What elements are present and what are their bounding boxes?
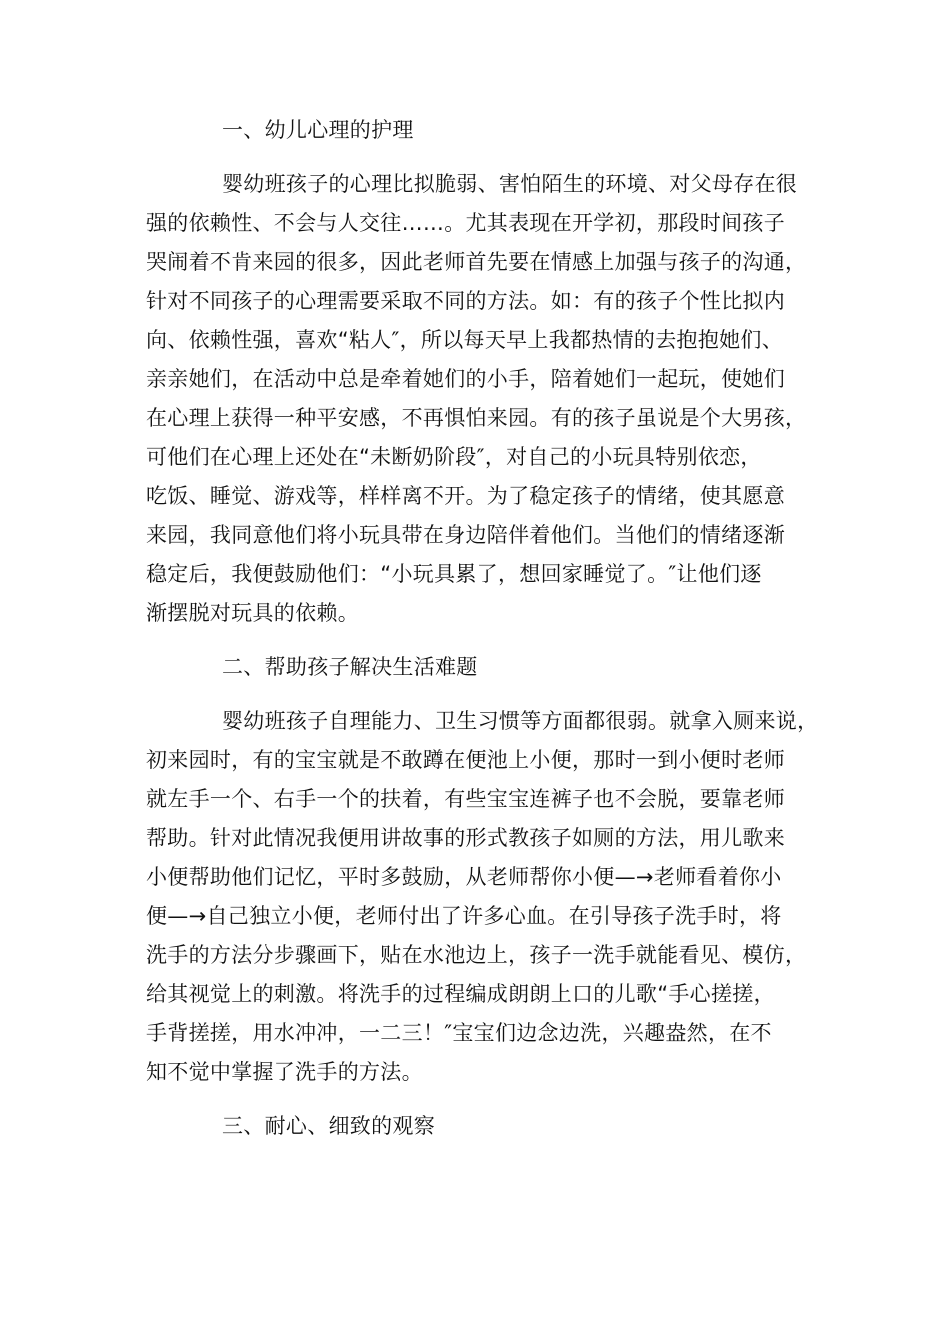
paragraph-line: 帮助。针对此情况我便用讲故事的形式教孩子如厕的方法，用儿歌来: [146, 826, 785, 850]
paragraph-line: 小便帮助他们记忆，平时多鼓励，从老师帮你小便—→老师看着你小: [146, 865, 782, 889]
paragraph-line: 婴幼班孩子的心理比拟脆弱、害怕陌生的环境、对父母存在很: [222, 172, 798, 196]
paragraph-line: 婴幼班孩子自理能力、卫生习惯等方面都很弱。就拿入厕来说，: [222, 709, 819, 733]
section-heading: 一、幼儿心理的护理: [222, 118, 414, 142]
paragraph-line: 渐摆脱对玩具的依赖。: [146, 601, 359, 625]
paragraph-line: 初来园时，有的宝宝就是不敢蹲在便池上小便，那时一到小便时老师: [146, 748, 785, 772]
section-heading: 二、帮助孩子解决生活难题: [222, 655, 478, 679]
paragraph-line: 就左手一个、右手一个的扶着，有些宝宝连裤子也不会脱，要靠老师: [146, 787, 785, 811]
paragraph-line: 针对不同孩子的心理需要采取不同的方法。如：有的孩子个性比拟内: [146, 289, 785, 313]
paragraph-line: 便—→自己独立小便，老师付出了许多心血。在引导孩子洗手时，将: [146, 904, 782, 928]
paragraph-line: 可他们在心理上还处在“未断奶阶段″，对自己的小玩具特别依恋，: [146, 445, 762, 469]
paragraph-line: 手背搓搓，用水冲冲，一二三！″宝宝们边念边洗，兴趣盎然，在不: [146, 1021, 772, 1045]
paragraph-line: 强的依赖性、不会与人交往……。尤其表现在开学初，那段时间孩子: [146, 211, 785, 235]
section-heading: 三、耐心、细致的观察: [222, 1114, 435, 1138]
paragraph-line: 吃饭、睡觉、游戏等，样样离不开。为了稳定孩子的情绪，使其愿意: [146, 484, 785, 508]
paragraph-line: 向、依赖性强，喜欢“粘人″，所以每天早上我都热情的去抱抱她们、: [146, 328, 784, 352]
paragraph-line: 来园，我同意他们将小玩具带在身边陪伴着他们。当他们的情绪逐渐: [146, 523, 785, 547]
paragraph-line: 亲亲她们，在活动中总是牵着她们的小手，陪着她们一起玩，使她们: [146, 367, 785, 391]
paragraph-line: 洗手的方法分步骤画下，贴在水池边上，孩子一洗手就能看见、模仿，: [146, 943, 807, 967]
paragraph-line: 稳定后，我便鼓励他们：“小玩具累了，想回家睡觉了。″让他们逐: [146, 562, 762, 586]
paragraph-line: 给其视觉上的刺激。将洗手的过程编成朗朗上口的儿歌“手心搓搓，: [146, 982, 775, 1006]
paragraph-line: 在心理上获得一种平安感，不再惧怕来园。有的孩子虽说是个大男孩，: [146, 406, 807, 430]
paragraph-line: 哭闹着不肯来园的很多，因此老师首先要在情感上加强与孩子的沟通，: [146, 250, 807, 274]
paragraph-line: 知不觉中掌握了洗手的方法。: [146, 1060, 423, 1084]
